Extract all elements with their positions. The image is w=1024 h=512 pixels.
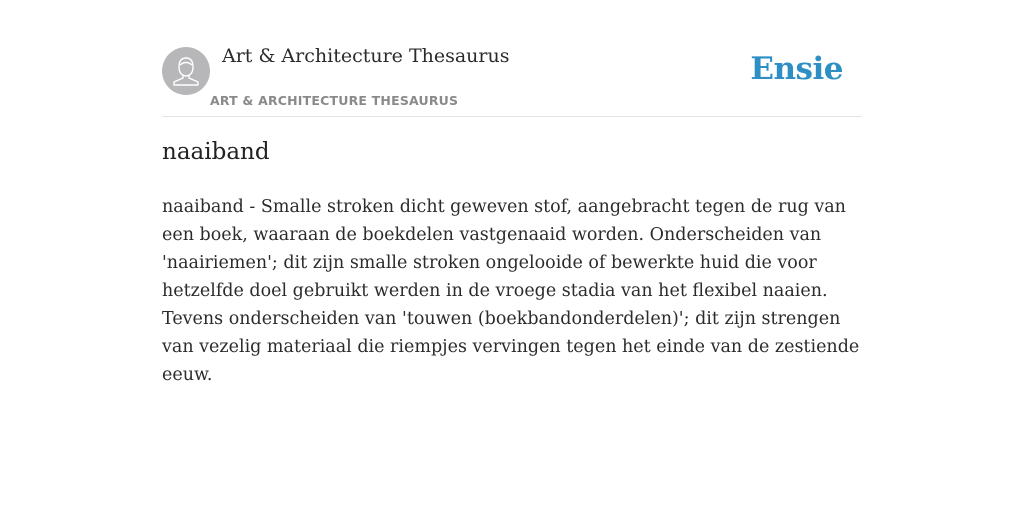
source-title[interactable]: Art & Architecture Thesaurus — [222, 45, 510, 67]
brand-logo[interactable]: Ensie — [750, 51, 843, 87]
user-silhouette-icon — [162, 47, 210, 95]
entry-header — [162, 0, 862, 117]
entry-definition: naaiband - Smalle stroken dicht geweven stof, aangebracht tegen de rug van een boek, waaraan de boekdelen vastgenaaid worden. Onderscheiden van 'naairiemen'; dit zijn smalle stroken ongelooide of bewerkte huid die voor hetzelfde doel gebruikt werden in de vroege stadia van het flexibel naaien. Tevens onderscheiden van 'touwen (boekbandonderdelen)'; dit zijn strengen van vezelig materiaal die riempjes vervingen tegen het einde van de zestiende eeuw. — [162, 197, 860, 385]
avatar[interactable] — [162, 47, 210, 95]
entry-term: naaiband — [162, 139, 270, 165]
source-subtitle[interactable]: ART & ARCHITECTURE THESAURUS — [210, 93, 459, 108]
